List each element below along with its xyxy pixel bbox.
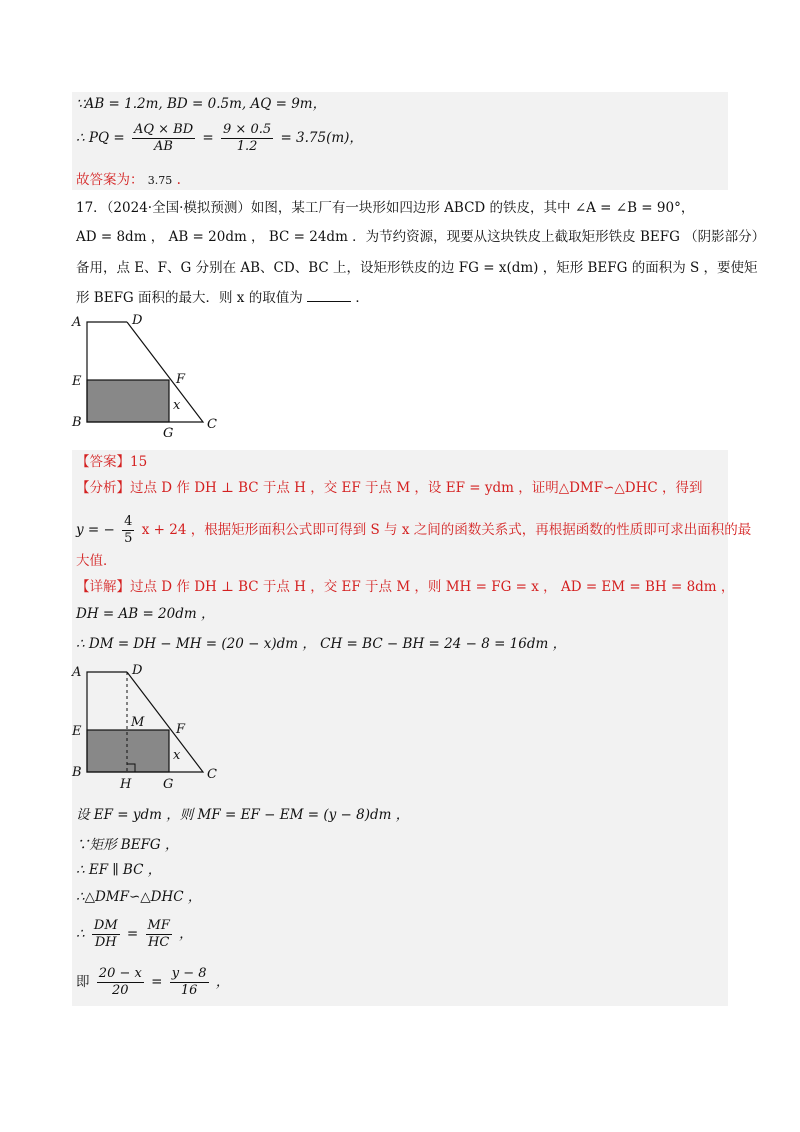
- step-6-pre: 即: [76, 974, 90, 990]
- fraction-aq-bd: [132, 122, 195, 155]
- label-E: E: [72, 374, 82, 389]
- top-line-2-pre: ∴ PQ =: [76, 130, 125, 146]
- equals: =: [126, 926, 139, 942]
- shaded-rectangle-befg: [87, 730, 169, 772]
- question-line-1: 17．（2024·全国·模拟预测）如图，某工厂有一块形如四边形 ABCD 的铁皮，其中 ∠A = ∠B = 90°，: [76, 200, 695, 216]
- answer-label: 故答案为：: [76, 172, 144, 188]
- label-C: C: [207, 767, 217, 782]
- figure-trapezoid-2: [60, 660, 230, 795]
- top-line-2: [76, 122, 363, 155]
- step-4: ∴△DMF∽△DHC ，: [76, 889, 202, 905]
- label-x: x: [173, 398, 181, 413]
- answer-value: 3.75: [147, 174, 173, 187]
- frac-den: AB: [154, 139, 173, 154]
- label-B: B: [72, 415, 82, 430]
- step-5-pre: ∴: [76, 926, 85, 942]
- label-H: H: [120, 777, 132, 792]
- frac-den: 1.2: [236, 139, 258, 154]
- label-G: G: [163, 426, 174, 440]
- analysis-eq-post: x + 24 ，根据矩形面积公式即可得到 S 与 x 之间的函数关系式，再根据函数的性质即可求出面积的最: [141, 522, 752, 538]
- equals: =: [202, 130, 214, 146]
- top-line-2-post: = 3.75(m)，: [280, 130, 363, 146]
- answer-blank: [307, 289, 351, 302]
- frac-num: 9 × 0.5: [223, 122, 272, 137]
- step-1: 设 EF = ydm ，则 MF = EF − EM = (y − 8)dm ，: [76, 807, 410, 823]
- top-line-1: ∵AB = 1.2m, BD = 0.5m, AQ = 9m，: [76, 96, 327, 112]
- answer-end: .: [176, 172, 181, 188]
- fraction-4-5: [122, 514, 134, 547]
- question-line-4-pre: 形 BEFG 面积的最大．则 x 的取值为: [76, 290, 303, 306]
- label-F: F: [176, 372, 186, 387]
- analysis-eq-pre: y = −: [76, 522, 115, 538]
- question-line-4-post: ．: [355, 290, 369, 306]
- label-G: G: [163, 777, 174, 792]
- label-F: F: [176, 722, 186, 737]
- label-x: x: [173, 748, 181, 763]
- label-E: E: [72, 724, 82, 739]
- frac-num: 20 − x: [98, 966, 142, 981]
- label-D: D: [132, 313, 143, 328]
- frac-num: y − 8: [171, 966, 207, 981]
- question-line-3: 备用，点 E、F、G 分别在 AB、CD、BC 上，设矩形铁皮的边 FG = x(dm) ，矩形 BEFG 的面积为 S ，要使矩: [76, 260, 758, 276]
- analysis-line-3: 大值．: [76, 553, 117, 569]
- analysis-line-1: 【分析】过点 D 作 DH ⊥ BC 于点 H ，交 EF 于点 M ，设 EF = ydm ，证明△DMF∽△DHC ，得到: [76, 480, 703, 496]
- detail-line-1: 【详解】过点 D 作 DH ⊥ BC 于点 H ，交 EF 于点 M ，则 MH = FG = x ， AD = EM = BH = 8dm ，: [76, 579, 735, 595]
- fraction-dm-dh: [92, 918, 120, 951]
- figure-trapezoid-1: [60, 310, 230, 440]
- step-5-post: ，: [179, 926, 193, 942]
- frac-num: AQ × BD: [133, 122, 194, 137]
- question-line-2: AD = 8dm ， AB = 20dm ， BC = 24dm ．为节约资源，现要从这块铁皮上截取矩形铁皮 BEFG （阴影部分）: [76, 229, 766, 245]
- fraction-mf-hc: [146, 918, 172, 951]
- step-5: [76, 918, 193, 951]
- label-A: A: [72, 315, 82, 330]
- label-A: A: [72, 665, 82, 680]
- equals: =: [151, 974, 163, 990]
- frac-num: 4: [124, 514, 133, 529]
- step-6-post: ，: [215, 974, 230, 990]
- label-C: C: [207, 417, 217, 432]
- frac-den: 16: [180, 983, 198, 998]
- frac-den: 20: [112, 983, 129, 998]
- fraction-y-8: [170, 966, 209, 999]
- detail-line-3: ∴ DM = DH − MH = (20 − x)dm ， CH = BC − BH = 24 − 8 = 16dm ，: [76, 636, 567, 652]
- label-D: D: [132, 663, 143, 678]
- question-line-4: [76, 288, 369, 308]
- shaded-rectangle-befg: [87, 380, 169, 422]
- label-M: M: [131, 715, 145, 730]
- step-2: ∵矩形 BEFG ，: [76, 837, 179, 853]
- step-3: ∴ EF ∥ BC ，: [76, 862, 162, 878]
- analysis-line-2: [76, 514, 751, 547]
- fraction-9-05: [221, 122, 273, 155]
- detail-line-2: DH = AB = 20dm ，: [76, 606, 215, 622]
- frac-num: MF: [147, 918, 170, 933]
- frac-den: DH: [94, 935, 117, 950]
- answer-line: 【答案】15: [76, 454, 148, 470]
- frac-den: 5: [124, 531, 133, 546]
- fraction-20-x: [97, 966, 144, 999]
- label-B: B: [72, 765, 82, 780]
- frac-num: DM: [93, 918, 118, 933]
- frac-den: HC: [148, 935, 170, 950]
- top-line-3: [76, 170, 181, 191]
- step-6: [76, 966, 229, 999]
